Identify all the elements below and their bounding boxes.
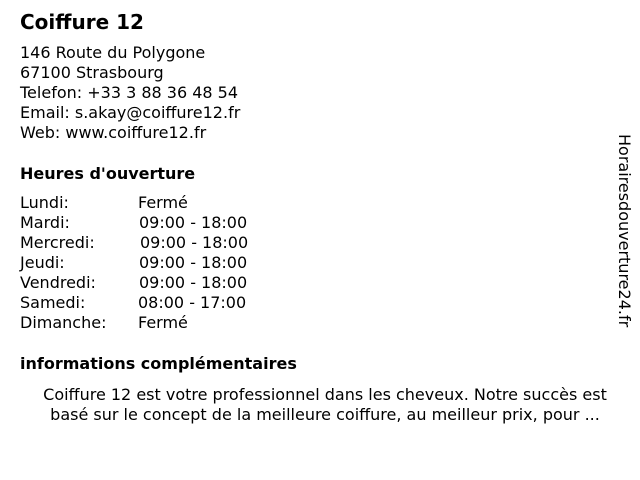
day-label: Samedi:: [20, 293, 86, 312]
hours-row-thursday: [20, 253, 320, 273]
additional-info-text: [10, 385, 640, 425]
day-hours: 09:00 - 18:00: [139, 253, 248, 272]
hours-row-saturday: [20, 293, 320, 313]
hours-row-tuesday: [20, 213, 320, 233]
day-hours: Fermé: [138, 313, 188, 332]
day-label: Dimanche:: [20, 313, 107, 332]
business-name: Coiffure 12: [20, 10, 144, 34]
day-label: Jeudi:: [20, 253, 65, 272]
day-hours: 09:00 - 18:00: [139, 273, 248, 292]
info-line: Coiffure 12 est votre professionnel dans les cheveux. Notre succès est: [43, 385, 607, 404]
website-link[interactable]: Web: www.coiffure12.fr: [20, 123, 207, 142]
info-line: basé sur le concept de la meilleure coiffure, au meilleur prix, pour ...: [50, 405, 600, 424]
day-hours: 08:00 - 17:00: [138, 293, 247, 312]
hours-row-friday: [20, 273, 320, 293]
site-watermark: Horairesdouverture24.fr: [615, 134, 634, 328]
email-address[interactable]: Email: s.akay@coiffure12.fr: [20, 103, 241, 122]
day-hours: 09:00 - 18:00: [139, 213, 248, 232]
day-label: Mercredi:: [20, 233, 95, 252]
additional-info-heading: informations complémentaires: [20, 354, 297, 373]
day-hours: 09:00 - 18:00: [140, 233, 249, 252]
address-street: 146 Route du Polygone: [20, 43, 206, 62]
hours-row-wednesday: [20, 233, 320, 253]
day-label: Vendredi:: [20, 273, 96, 292]
hours-row-sunday: [20, 313, 320, 333]
address-city: 67100 Strasbourg: [20, 63, 164, 82]
day-hours: Fermé: [138, 193, 188, 212]
opening-hours-heading: Heures d'ouverture: [20, 164, 196, 183]
phone-number[interactable]: Telefon: +33 3 88 36 48 54: [20, 83, 239, 102]
contact-block: [20, 43, 240, 143]
opening-hours-list: [20, 193, 320, 333]
day-label: Lundi:: [20, 193, 69, 212]
hours-row-monday: [20, 193, 320, 213]
day-label: Mardi:: [20, 213, 70, 232]
